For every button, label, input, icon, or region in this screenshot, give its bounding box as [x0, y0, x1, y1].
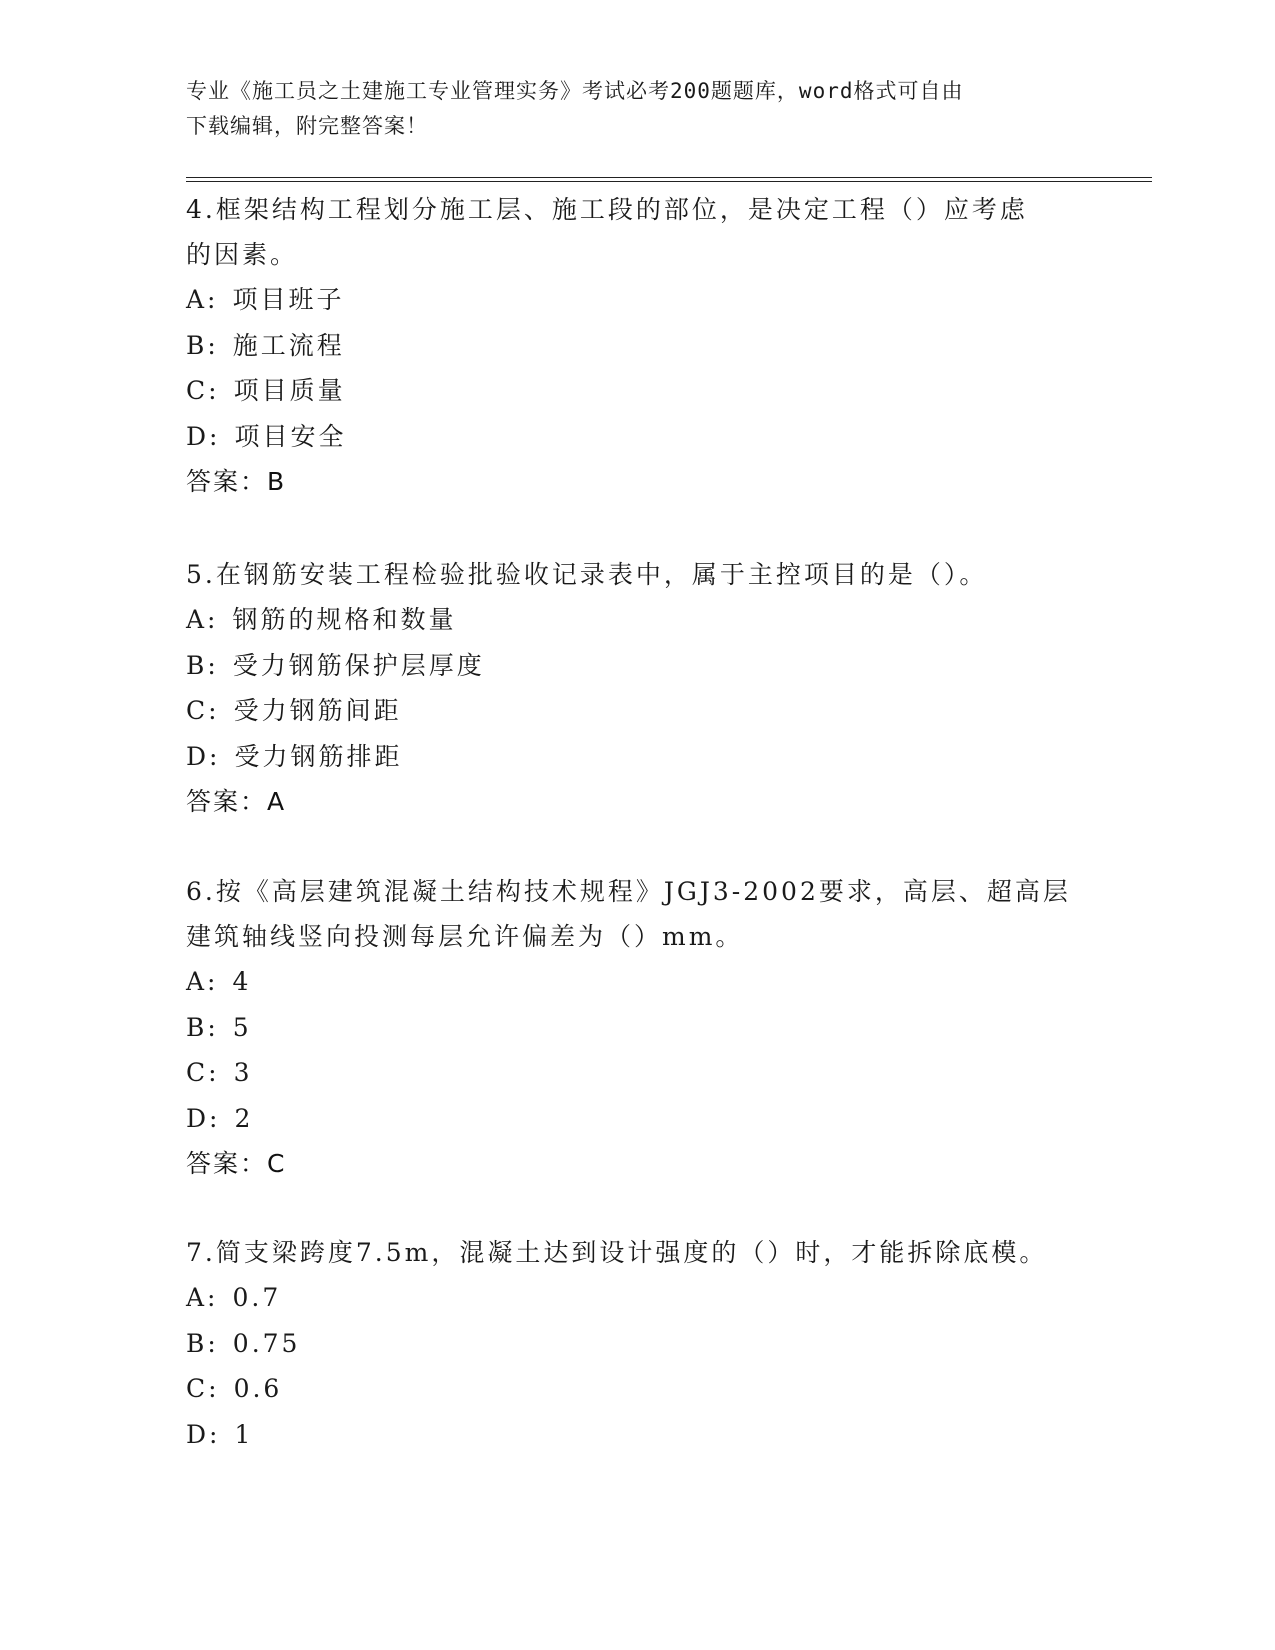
question-stem-line-2: 建筑轴线竖向投测每层允许偏差为（）mm。 [186, 922, 744, 951]
question-stem [186, 187, 1086, 277]
header-divider-top [186, 177, 1152, 178]
option-letter: D: [186, 421, 221, 451]
option-letter: B: [186, 330, 219, 360]
option-letter: C: [186, 696, 220, 725]
option-b [186, 323, 1086, 369]
option-text: 4 [232, 967, 252, 996]
option-c [186, 1050, 1086, 1096]
header-line-1: 专业《施工员之土建施工专业管理实务》考试必考200题题库，word格式可自由 [186, 79, 964, 103]
option-letter: C: [186, 1374, 220, 1403]
option-text: 项目班子 [232, 285, 345, 314]
option-b [186, 643, 1086, 689]
option-a [186, 1275, 1086, 1321]
option-text: 0.7 [232, 1283, 282, 1312]
option-letter: B: [186, 1012, 219, 1042]
option-letter: A: [186, 285, 219, 314]
option-text: 受力钢筋间距 [233, 696, 402, 725]
answer-line: 答案：C [186, 1149, 287, 1178]
option-b [186, 1321, 1086, 1367]
option-a [186, 277, 1086, 323]
option-text: 0.75 [232, 1328, 301, 1358]
question-4 [186, 187, 1086, 504]
option-text: 施工流程 [232, 330, 345, 360]
answer-line: 答案：B [186, 467, 287, 496]
question-stem-line-1: 6.按《高层建筑混凝土结构技术规程》JGJ3-2002要求，高层、超高层 [186, 877, 1071, 906]
option-text: 0.6 [233, 1374, 283, 1403]
option-letter: C: [186, 1058, 220, 1087]
question-stem-line-1: 5.在钢筋安装工程检验批验收记录表中，属于主控项目的是（）。 [186, 560, 988, 589]
option-d [186, 1412, 1086, 1458]
option-letter: A: [186, 605, 219, 634]
option-text: 受力钢筋排距 [234, 741, 403, 771]
header-line-2: 下载编辑，附完整答案！ [186, 114, 428, 138]
option-text: 项目安全 [234, 421, 347, 451]
option-b [186, 1005, 1086, 1051]
option-d [186, 1096, 1086, 1142]
question-6 [186, 869, 1086, 1186]
option-text: 钢筋的规格和数量 [232, 605, 457, 634]
option-letter: A: [186, 967, 219, 996]
option-a [186, 959, 1086, 1005]
question-stem [186, 869, 1086, 959]
option-text: 受力钢筋保护层厚度 [232, 650, 485, 680]
question-stem [186, 552, 1086, 597]
question-stem-line-1: 4.框架结构工程划分施工层、施工段的部位，是决定工程（）应考虑 [186, 195, 1028, 224]
option-letter: B: [186, 1328, 219, 1358]
document-header [186, 74, 1066, 144]
option-letter: D: [186, 1419, 221, 1449]
option-text: 1 [234, 1419, 254, 1449]
option-c [186, 1366, 1086, 1412]
option-letter: B: [186, 650, 219, 680]
option-d [186, 414, 1086, 460]
question-stem-line-2: 的因素。 [186, 240, 299, 269]
question-stem [186, 1230, 1086, 1275]
option-letter: D: [186, 741, 221, 771]
option-c [186, 688, 1086, 734]
header-divider-bottom [186, 181, 1152, 182]
question-7 [186, 1230, 1086, 1457]
question-stem-line-1: 7.简支梁跨度7.5m，混凝土达到设计强度的（）时，才能拆除底模。 [186, 1238, 1048, 1267]
option-text: 2 [234, 1103, 254, 1133]
option-c [186, 368, 1086, 414]
option-letter: A: [186, 1283, 219, 1312]
option-letter: D: [186, 1103, 221, 1133]
option-text: 5 [232, 1012, 252, 1042]
option-text: 项目质量 [233, 376, 346, 405]
option-a [186, 597, 1086, 643]
question-5 [186, 552, 1086, 824]
answer-line: 答案：A [186, 787, 287, 816]
option-letter: C: [186, 376, 220, 405]
option-text: 3 [233, 1058, 253, 1087]
option-d [186, 734, 1086, 780]
